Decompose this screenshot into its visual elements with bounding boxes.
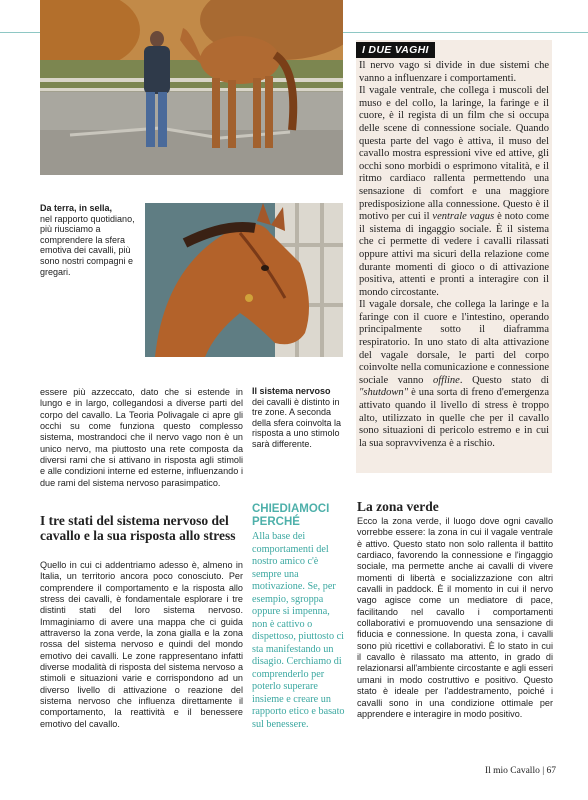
caption-2-lead: Il sistema nervoso	[252, 386, 331, 396]
intro-paragraph: essere più azzeccato, dato che si estende in lungo e in largo, collegandosi a diverse parti del corpo del cavallo. La Teoria Polivagale ci apre gli occhi su come funziona questo complesso sistema, mostrandoci che il nervo vago non è un unico nervo, ma piuttosto una rete composta da diversi rami che si attivano in risposta agli stimoli e alle condizioni interne ed esterne, influenzando i due rami del sistema nervoso parasimpatico.	[40, 387, 243, 488]
sidebar-heading: CHIEDIAMOCI PERCHÉ	[252, 503, 330, 528]
section-1-paragraph: Quello in cui ci addentriamo adesso è, almeno in Italia, un territorio ancora poco conosciuto. Per comprendere il comportamento e la risposta allo stress dei cavalli, è fondamentale esplorare i tre distinti stati del loro sistema nervoso. Immaginiamo di avere una mappa che ci guida attraverso la zona verde, la zona gialla e la zona rossa del sistema nervoso e quindi del mondo emotivo dei cavalli. Le zone rappresentano infatti diverse modalità di risposta del sistema nervoso a stimoli e situazioni varie e corrispondono ad un diverso livello di attivazione o reazione del sistema nervoso che influenza direttamente il comportamento, la reattività e il benessere emotivo del cavallo.	[40, 560, 243, 729]
caption-1-text: nel rapporto quotidiano, più riusciamo a comprendere la sfera emotiva dei cavalli, più sono nostri compagni e gregari.	[40, 213, 135, 277]
page-footer: Il mio Cavallo | 67	[484, 766, 556, 776]
section-heading-tre-stati: I tre stati del sistema nervoso del cavallo e la sua risposta allo stress	[40, 513, 236, 543]
photo-woman-with-horse-illustration	[40, 0, 343, 175]
box-p2-italic: ventrale vagus	[432, 211, 495, 223]
box-paragraph-1: Il nervo vago si divide in due sistemi che vanno a influenzare i comportamenti.	[359, 60, 549, 84]
box-paragraph-2	[359, 85, 549, 299]
box-p3-part-b: . Questo stato di	[459, 374, 549, 386]
photo-caption-2	[252, 386, 342, 450]
sidebar-paragraph: Alla base dei comportamenti del nostro amico c'è sempre una motivazione. Se, per esempio, sgroppa oppure si impenna, non è cattivo o dispettoso, piuttosto ci sta manifestando un disagio. Cerchiamo di comprenderlo per poterlo superare insieme e creare un rapporto etico e basato sul benessere.	[252, 531, 345, 730]
section-2-paragraph: Ecco la zona verde, il luogo dove ogni cavallo vorrebbe essere: la zona in cui il vagale ventrale è attivo. Questo stato non solo rallenta il battito cardiaco, favorendo la connessione e l'ingaggio sociale, ma permette anche ai cavalli di vivere momenti di libertà e socializzazione con altri cavalli in paddock. È il momento in cui il nervo vago agisce come un mediatore di pace, facilitando nel cavallo i comportamenti collaborativi e promuovendo una sensazione di fiducia e connessione. In questa zona, i cavalli sono più ricettivi e collaborativi. È lo stato in cui il cavallo è rilassato ma attento, in grado di relazionarsi all'ambiente circostante e agli esseri umani in modo costruttivo e positivo. Questo stato è ideale per l'addestramento, poiché i cavalli sono in una condizione ottimale per apprendere e interagire in modo positivo.	[357, 516, 553, 719]
photo-horse-closeup-illustration	[145, 203, 343, 357]
photo-woman-with-horse	[40, 0, 343, 175]
box-p3-italic: offline	[433, 374, 460, 386]
section-body-zona-verde	[357, 516, 553, 720]
intro-text	[40, 387, 243, 489]
photo-horse-closeup	[145, 203, 343, 357]
caption-2-text: dei cavalli è distinto in tre zone. A seconda della sfera coinvolta la risposta a uno stimolo sarà differente.	[252, 396, 342, 449]
info-box-text	[359, 60, 549, 450]
box-p3-part-a: Il vagale dorsale, che collega la laringe e la faringe con il cuore e l'intestino, operando principalmente sotto il diaframma respiratorio. In uno stato di alta attivazione del vagale dorsale, le parti del corpo coinvolte nella comunicazione e connessione sociale vanno	[359, 299, 549, 386]
info-box-tag: I DUE VAGHI	[356, 42, 435, 58]
box-p2-part-a: Il vagale ventrale, che collega i muscoli del muso e del collo, la laringe, la faringe e il cuore, è il regista di un film che si occupa delle scene di connessione sociale. Quando questa parte del vago è attiva, il muso del cavallo mostra espressioni vive ed attive, gli occhi sono morbidi o esprimono vitalità, e il ritmo cardiaco rallenta permettendo una sensazione di comfort e una maggiore predisposizione alla connessione. Questo è il motivo per cui il	[359, 85, 549, 223]
section-heading-zona-verde: La zona verde	[357, 499, 439, 514]
photo-caption-1	[40, 203, 140, 277]
box-p3-italic-2: "shutdown"	[359, 387, 409, 399]
box-p3-part-c: è una sorta di freno d'emergenza attivato quando il livello di stress è troppo alto, utilizzato in quelle che per il cavallo sono situazioni di pericolo estremo e in cui la sua sopravvivenza è a rischio.	[359, 387, 549, 449]
box-paragraph-3	[359, 299, 549, 450]
sidebar-body	[252, 531, 345, 731]
section-body-tre-stati	[40, 560, 243, 730]
box-p2-part-b: è noto come il sistema di ingaggio sociale. È il sistema che ci permette di vedere i cavalli rilassati oppure attivi ma sicuri della relazione come durante momenti di gioco o di attivazione positiva, attenti e pronti a interagire con il mondo circostante.	[359, 211, 549, 298]
caption-1-lead: Da terra, in sella,	[40, 203, 113, 213]
